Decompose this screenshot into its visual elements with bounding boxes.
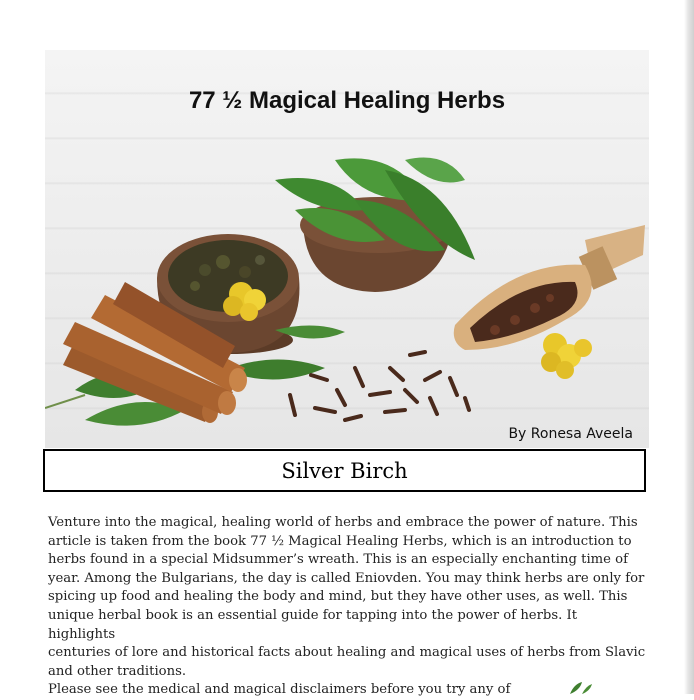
paragraph-line: herbs found in a special Midsummer’s wreath. This is an especially enchanting time of bbox=[48, 552, 628, 568]
book-author: By Ronesa Aveela bbox=[508, 426, 633, 442]
paragraph-line: unique herbal book is an essential guide for tapping into the power of herbs. It highlights bbox=[48, 607, 578, 642]
article-paragraph-2: Please see the medical and magical disclaimers before you try any of bbox=[48, 682, 511, 697]
herb-title-banner bbox=[43, 449, 646, 492]
paragraph-line: spicing up food and healing the body and mind, but they have other uses, as well. This bbox=[48, 589, 628, 605]
leaf-decoration-icon bbox=[560, 680, 600, 694]
article-paragraph-1 bbox=[48, 514, 648, 681]
paragraph-line: article is taken from the book 77 ½ Magical Healing Herbs, which is an introduction to bbox=[48, 533, 632, 549]
paragraph-line: year. Among the Bulgarians, the day is called Eniovden. You may think herbs are only for bbox=[48, 570, 645, 586]
wooden-scoop bbox=[454, 225, 645, 350]
book-cover-image bbox=[45, 50, 649, 448]
fresh-leaf-bowl bbox=[275, 158, 475, 293]
herb-title: Silver Birch bbox=[281, 458, 408, 483]
paragraph-line: and other traditions. bbox=[48, 663, 187, 679]
yellow-flower-right bbox=[541, 333, 592, 379]
page-edge-shadow bbox=[684, 0, 694, 694]
book-title: 77 ½ Magical Healing Herbs bbox=[188, 87, 506, 114]
paragraph-line: centuries of lore and historical facts about healing and magical uses of herbs from Slavic bbox=[48, 645, 646, 661]
paragraph-line: Venture into the magical, healing world of herbs and embrace the power of nature. This bbox=[48, 515, 638, 530]
scattered-cloves bbox=[290, 352, 469, 420]
